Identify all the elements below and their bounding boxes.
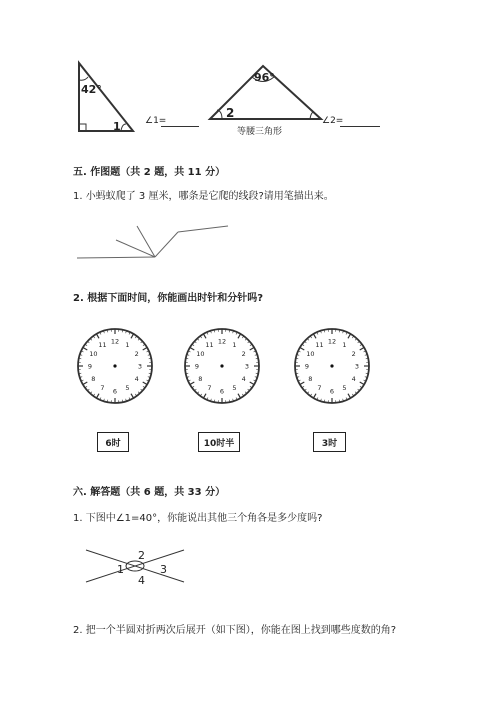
clock-label-10-30: 10时半 [198,432,240,452]
clock-number: 6 [219,387,225,396]
clock-number: 10 [89,350,98,358]
clock-center-dot [113,364,116,367]
clock-number: 11 [98,340,107,349]
clock-number: 8 [198,375,203,383]
ant-path-segments[interactable] [70,220,240,265]
clock-number: 3 [244,362,250,371]
clock-number: 1 [342,340,347,349]
clock-center-dot [220,364,223,367]
clock-number: 7 [100,384,105,393]
angle-label-4: 4 [138,574,145,587]
left-angle-label: 42° [81,83,102,96]
clock-number: 1 [232,340,237,349]
clock-number: 3 [354,362,360,371]
right-marker-label: 2 [226,106,235,120]
clock-label-3: 3时 [313,432,346,452]
clock-number: 11 [315,340,324,349]
clock-number: 6 [329,387,335,396]
clock-number: 9 [304,362,310,371]
clock-number: 5 [342,384,347,393]
section5-q2: 2. 根据下面时间，你能画出时针和分针吗? [73,293,264,304]
angle2-answer-line[interactable] [340,126,380,127]
clock-number: 11 [205,340,214,349]
clock-number: 2 [134,350,139,358]
clock-number: 10 [196,350,205,358]
triangle-caption: 等腰三角形 [237,127,283,137]
left-marker-label: 1 [113,120,121,133]
clock-center-dot [330,364,333,367]
clock-number: 8 [91,375,96,383]
clock-number: 4 [241,375,246,383]
intersecting-lines-figure [82,545,192,587]
section5-q1: 1. 小蚂蚁爬了 3 厘米，哪条是它爬的线段?请用笔描出来。 [73,191,334,202]
clock-number: 1 [125,340,130,349]
clock-number: 7 [317,384,322,393]
right-angle-label: 96° [254,71,275,84]
clock-number: 8 [308,375,313,383]
clock-number: 12 [327,337,337,346]
clock-number: 9 [194,362,200,371]
angle-label-2: 2 [138,549,145,562]
clock-number: 7 [207,384,212,393]
angle-label-1: 1 [117,563,124,576]
angle-label-3: 3 [160,563,167,576]
clock-number: 10 [306,350,315,358]
clock-number: 2 [241,350,246,358]
angle2-prompt: ∠2= [322,116,344,126]
section6-q1: 1. 下图中∠1=40°，你能说出其他三个角各是多少度吗? [73,513,323,524]
clock-number: 4 [134,375,139,383]
right-triangle-figure [79,63,133,131]
clock-label-6: 6时 [97,432,129,452]
clock-number: 2 [351,350,356,358]
angle1-prompt: ∠1= [145,116,167,126]
clock-face[interactable] [185,329,259,403]
clock-face[interactable] [295,329,369,403]
section6-q2: 2. 把一个半圆对折两次后展开（如下图），你能在图上找到哪些度数的角? [73,625,397,636]
section6-title: 六. 解答题（共 6 题，共 33 分） [73,487,226,498]
clock-number: 6 [112,387,118,396]
clock-faces[interactable] [70,318,440,414]
clock-number: 4 [351,375,356,383]
clock-number: 3 [137,362,143,371]
clock-number: 5 [232,384,237,393]
clock-face[interactable] [78,329,152,403]
clock-number: 5 [125,384,130,393]
clock-number: 12 [217,337,227,346]
clock-number: 12 [110,337,120,346]
angle1-answer-line[interactable] [161,126,199,127]
section5-title: 五. 作图题（共 2 题，共 11 分） [73,167,226,178]
clock-number: 9 [87,362,93,371]
